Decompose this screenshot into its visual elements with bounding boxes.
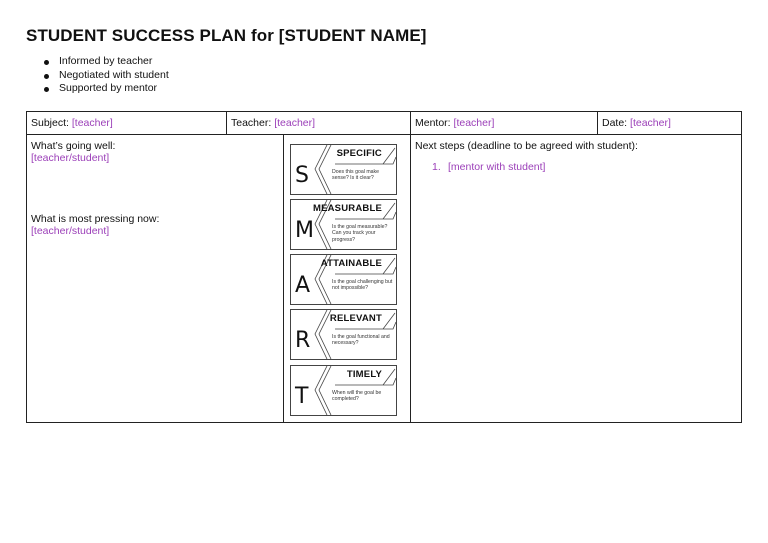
smart-letter: A [295,273,311,298]
list-item-text[interactable]: [mentor with student] [448,161,546,173]
smart-word: RELEVANT [329,313,382,324]
teacher-label: Teacher: [231,117,272,129]
going-well-section[interactable] [31,140,115,164]
date-value[interactable]: [teacher] [630,117,671,129]
date-cell[interactable] [598,112,671,134]
smart-question: Is the goal measurable? Can you track your progress? [332,224,388,243]
smart-measurable-card [290,199,397,250]
subject-label: Subject: [31,117,69,129]
smart-letter: T [295,384,309,409]
column-divider [410,112,411,422]
smart-question: Does this goal make sense? Is it clear? [332,169,379,182]
subject-cell[interactable] [27,112,113,134]
column-divider [226,112,227,134]
bullet-item: Negotiated with student [44,69,169,83]
list-item[interactable] [432,161,545,173]
page-title: STUDENT SUCCESS PLAN for [STUDENT NAME] [26,26,427,45]
going-well-label: What’s going well: [31,140,116,152]
smart-attainable-card [290,254,397,305]
most-pressing-value[interactable]: [teacher/student] [31,225,110,237]
column-divider [283,134,284,422]
smart-word: SPECIFIC [336,148,382,159]
teacher-value[interactable]: [teacher] [274,117,316,129]
smart-letter: M [295,218,314,243]
smart-letter: R [295,328,311,353]
smart-word: ATTAINABLE [320,258,382,269]
bullet-item: Supported by mentor [44,82,169,96]
guidance-list [44,55,169,96]
smart-specific-card [290,144,397,195]
going-well-value[interactable]: [teacher/student] [31,152,110,164]
mentor-cell[interactable] [411,112,494,134]
smart-relevant-card [290,309,397,360]
mentor-value[interactable]: [teacher] [453,117,495,129]
list-item-number: 1. [432,161,441,173]
column-divider [597,112,598,134]
date-label: Date: [602,117,628,129]
teacher-cell[interactable] [227,112,315,134]
smart-letter: S [295,163,309,188]
smart-word: MEASURABLE [312,203,382,214]
bullet-item: Informed by teacher [44,55,169,69]
most-pressing-label: What is most pressing now: [31,213,160,225]
subject-value[interactable]: [teacher] [71,117,113,129]
smart-question: When will the goal be completed? [332,390,382,403]
most-pressing-section[interactable] [31,213,159,237]
smart-question: Is the goal functional and necessary? [332,334,390,347]
smart-word: TIMELY [346,369,382,380]
next-steps-label: Next steps (deadline to be agreed with student): [415,140,638,152]
smart-question: Is the goal challenging but not impossible? [332,279,393,292]
success-plan-table [26,111,742,423]
header-divider [27,134,741,135]
smart-timely-card [290,365,397,416]
next-steps-list [432,161,545,173]
mentor-label: Mentor: [415,117,451,129]
next-steps-section[interactable] [415,140,638,152]
